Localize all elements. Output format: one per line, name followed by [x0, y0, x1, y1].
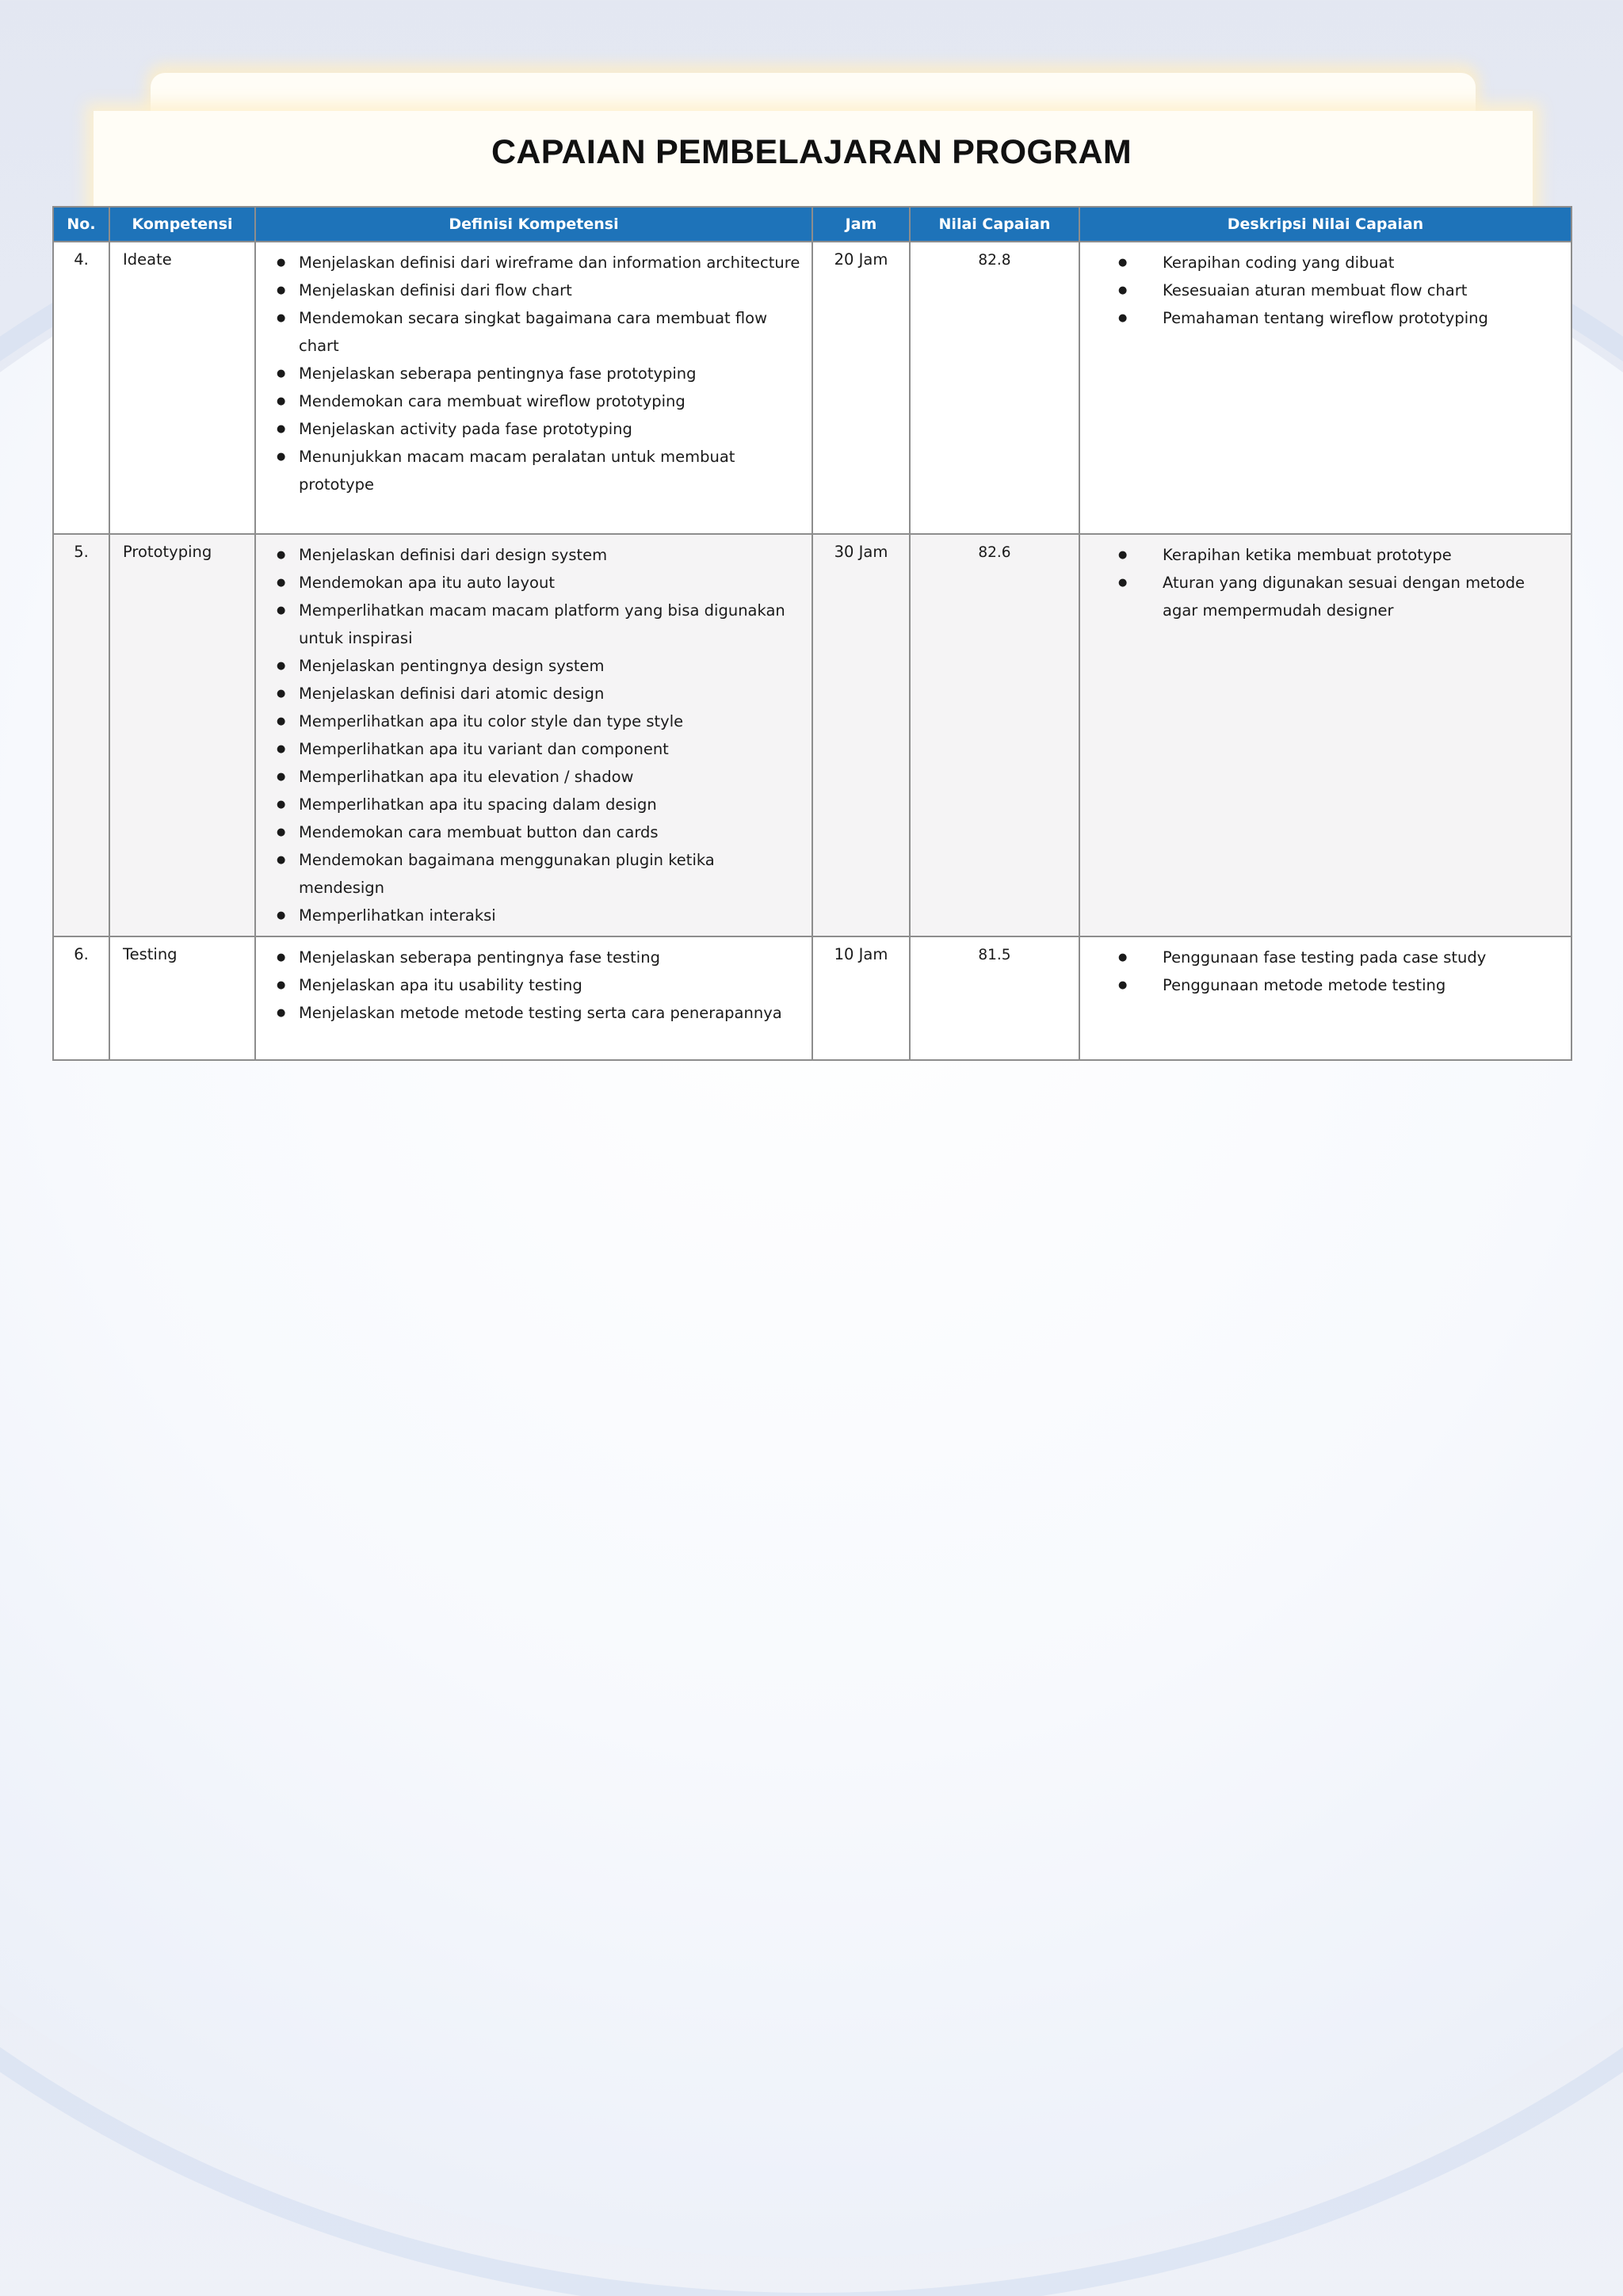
header-definisi: Definisi Kompetensi — [255, 207, 812, 242]
list-item: ● Memperlihatkan apa itu variant dan component — [256, 735, 800, 763]
page-title: CAPAIAN PEMBELAJARAN PROGRAM — [491, 133, 1132, 171]
cell-definisi — [255, 534, 812, 936]
deskripsi-list — [1080, 242, 1571, 332]
cell-nilai: 82.8 — [910, 242, 1079, 534]
list-item: ● Memperlihatkan apa itu elevation / shadow — [256, 763, 800, 791]
list-item: ● Pemahaman tentang wireflow prototyping — [1080, 304, 1560, 332]
list-item: ● Kesesuaian aturan membuat flow chart — [1080, 277, 1560, 304]
cell-jam: 20 Jam — [812, 242, 910, 534]
cell-no: 4. — [53, 242, 109, 534]
cell-no: 6. — [53, 936, 109, 1060]
competency-table — [52, 206, 1572, 1061]
cell-nilai: 82.6 — [910, 534, 1079, 936]
table-row — [53, 242, 1571, 534]
cell-jam: 30 Jam — [812, 534, 910, 936]
list-item: ● Memperlihatkan apa itu spacing dalam design — [256, 791, 800, 818]
list-item: ● Menjelaskan metode metode testing serta cara penerapannya — [256, 999, 800, 1027]
list-item: ● Menjelaskan activity pada fase prototyping — [256, 415, 800, 443]
header-kompetensi: Kompetensi — [109, 207, 255, 242]
list-item: ● Menjelaskan seberapa pentingnya fase prototyping — [256, 360, 800, 387]
list-item: ● Mendemokan cara membuat button dan cards — [256, 818, 800, 846]
list-item: ● Menjelaskan apa itu usability testing — [256, 971, 800, 999]
definisi-list — [256, 535, 812, 929]
cell-definisi — [255, 936, 812, 1060]
header-jam: Jam — [812, 207, 910, 242]
list-item: ● Mendemokan apa itu auto layout — [256, 569, 800, 597]
table-row — [53, 936, 1571, 1060]
cell-kompetensi: Testing — [109, 936, 255, 1060]
list-item: ● Memperlihatkan apa itu color style dan type style — [256, 707, 800, 735]
header-no: No. — [53, 207, 109, 242]
list-item: ● Menjelaskan definisi dari wireframe dan information architecture — [256, 249, 800, 277]
definisi-list — [256, 242, 812, 498]
cell-definisi — [255, 242, 812, 534]
list-item: ● Menunjukkan macam macam peralatan untuk membuat prototype — [256, 443, 800, 498]
cell-kompetensi: Prototyping — [109, 534, 255, 936]
header-nilai: Nilai Capaian — [910, 207, 1079, 242]
list-item: ● Menjelaskan definisi dari design system — [256, 541, 800, 569]
header-deskripsi: Deskripsi Nilai Capaian — [1079, 207, 1571, 242]
definisi-list — [256, 937, 812, 1027]
cell-nilai: 81.5 — [910, 936, 1079, 1060]
list-item: ● Mendemokan secara singkat bagaimana cara membuat flow chart — [256, 304, 800, 360]
list-item: ● Aturan yang digunakan sesuai dengan metode agar mempermudah designer — [1080, 569, 1560, 624]
list-item: ● Menjelaskan seberapa pentingnya fase testing — [256, 944, 800, 971]
cell-jam: 10 Jam — [812, 936, 910, 1060]
list-item: ● Memperlihatkan macam macam platform yang bisa digunakan untuk inspirasi — [256, 597, 800, 652]
list-item: ● Mendemokan cara membuat wireflow prototyping — [256, 387, 800, 415]
list-item: ● Kerapihan coding yang dibuat — [1080, 249, 1560, 277]
list-item: ● Menjelaskan definisi dari flow chart — [256, 277, 800, 304]
cell-deskripsi — [1079, 534, 1571, 936]
list-item: ● Menjelaskan pentingnya design system — [256, 652, 800, 680]
cell-deskripsi — [1079, 936, 1571, 1060]
list-item: ● Kerapihan ketika membuat prototype — [1080, 541, 1560, 569]
list-item: ● Mendemokan bagaimana menggunakan plugin ketika mendesign — [256, 846, 800, 902]
cell-kompetensi: Ideate — [109, 242, 255, 534]
deskripsi-list — [1080, 937, 1571, 999]
table-row — [53, 534, 1571, 936]
list-item: ● Penggunaan metode metode testing — [1080, 971, 1560, 999]
list-item: ● Penggunaan fase testing pada case study — [1080, 944, 1560, 971]
table-header-row — [53, 207, 1571, 242]
cell-deskripsi — [1079, 242, 1571, 534]
list-item: ● Memperlihatkan interaksi — [256, 902, 800, 929]
cell-no: 5. — [53, 534, 109, 936]
deskripsi-list — [1080, 535, 1571, 624]
list-item: ● Menjelaskan definisi dari atomic design — [256, 680, 800, 707]
